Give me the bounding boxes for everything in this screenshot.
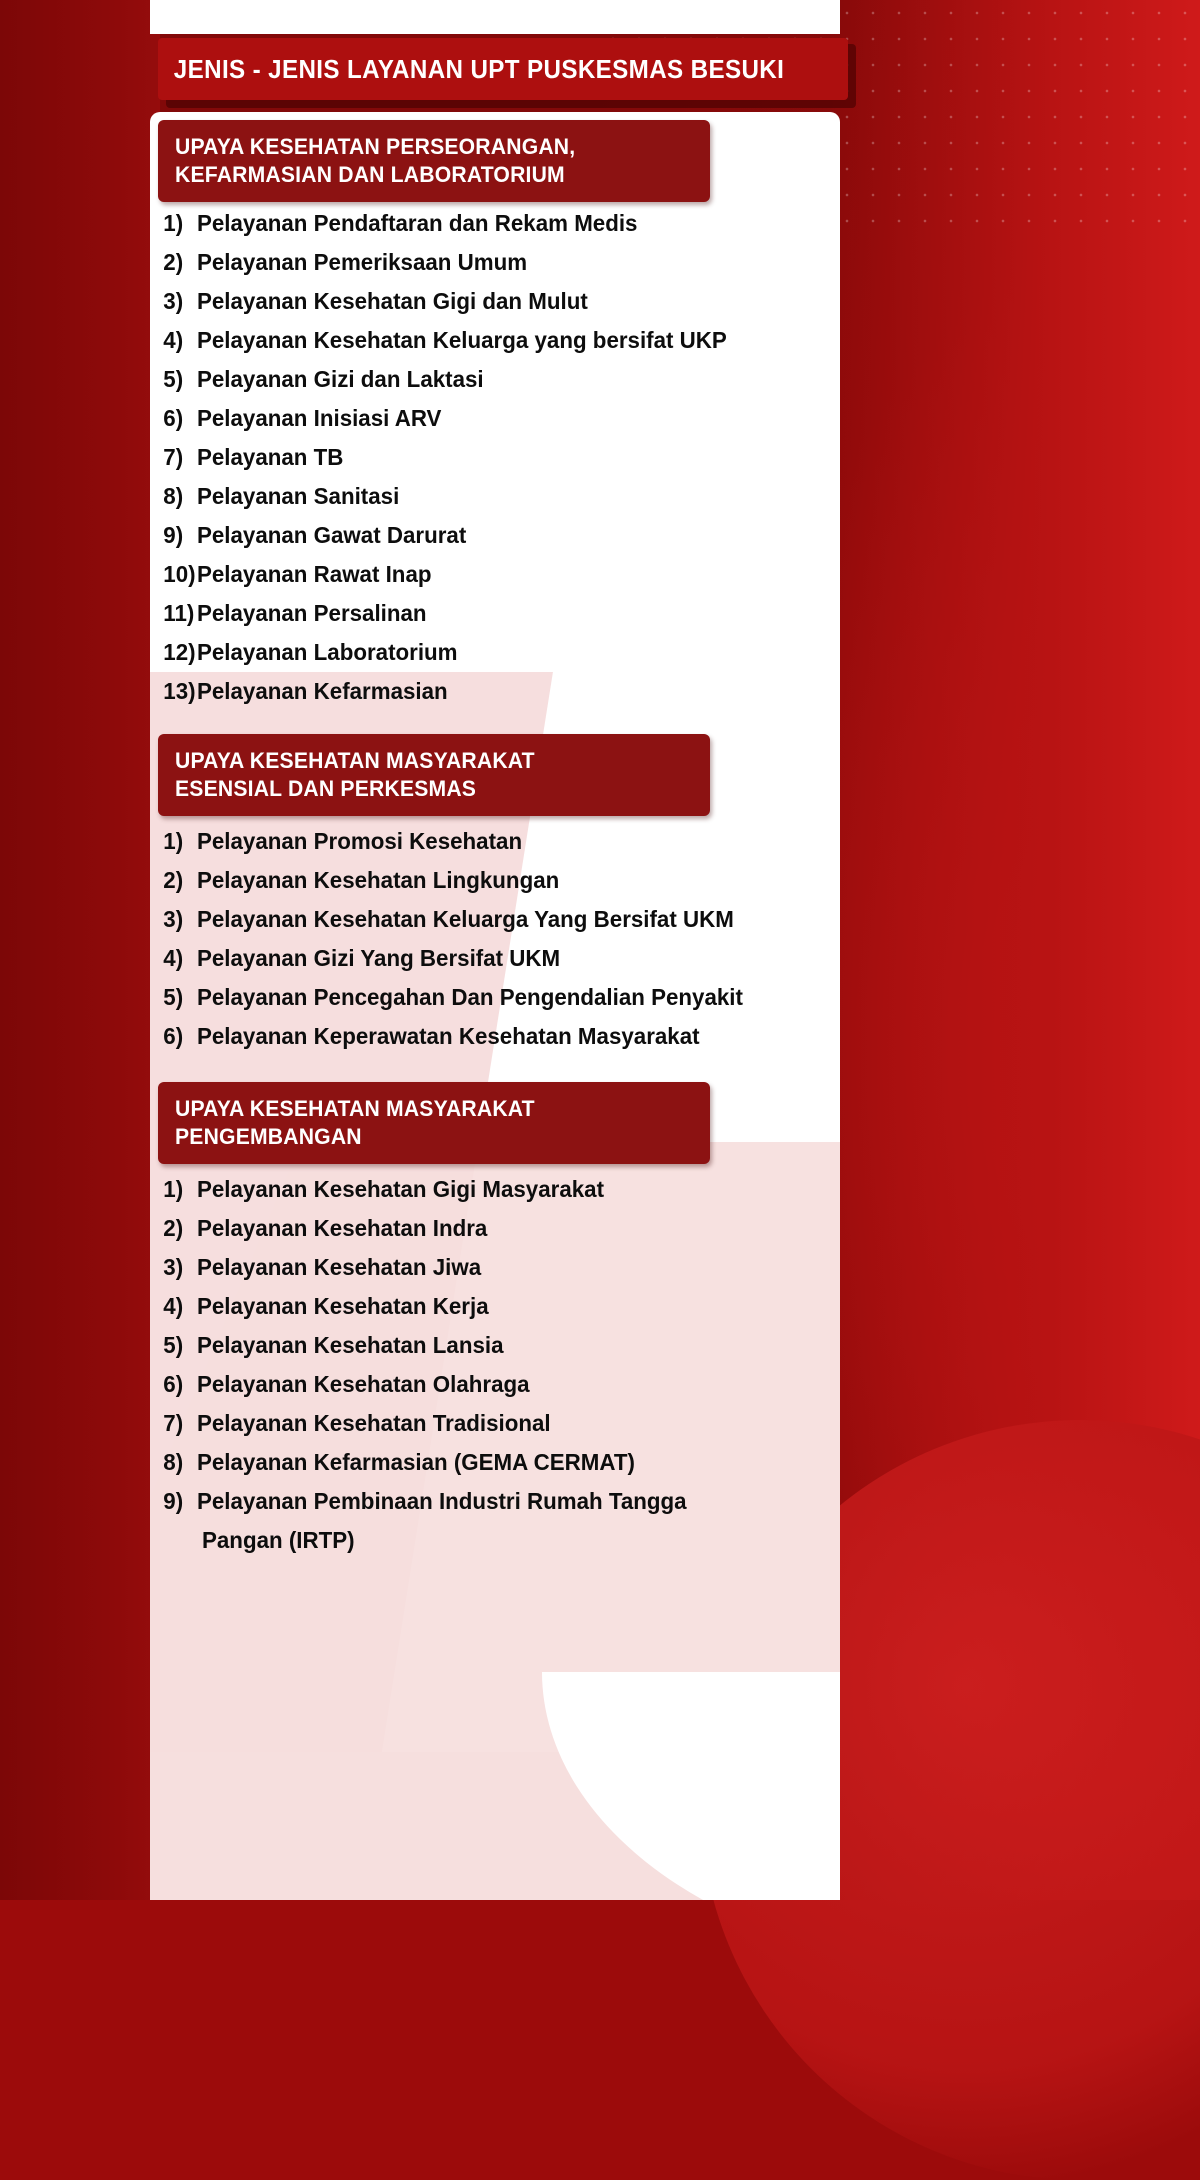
service-item-label: Pelayanan Kesehatan Kerja	[197, 1293, 489, 1319]
service-item-number: 6)	[163, 405, 184, 431]
service-list-item	[150, 861, 840, 900]
service-item-number: 9)	[163, 522, 184, 548]
service-item-label: Pelayanan Kesehatan Keluarga Yang Bersifat UKM	[197, 906, 734, 932]
service-item-number: 4)	[163, 945, 184, 971]
section-header-3	[158, 1082, 710, 1164]
service-list-item	[150, 399, 840, 438]
service-item-number: 10)	[163, 561, 196, 587]
service-item-label: Pelayanan Kesehatan Lansia	[197, 1332, 504, 1358]
service-list-item	[150, 1209, 840, 1248]
service-list-item	[150, 1248, 840, 1287]
service-list-item	[150, 516, 840, 555]
service-item-number: 1)	[163, 210, 184, 236]
service-list-3	[150, 1170, 840, 1560]
section-heading-line-1: UPAYA KESEHATAN PERSEORANGAN,	[175, 134, 576, 159]
service-item-label: Pelayanan Kesehatan Olahraga	[197, 1371, 530, 1397]
service-item-number: 4)	[163, 327, 184, 353]
service-list-item	[150, 477, 840, 516]
service-list-item	[150, 1404, 840, 1443]
service-item-number: 7)	[163, 444, 184, 470]
service-item-number: 1)	[163, 828, 184, 854]
section-header-1	[158, 120, 710, 202]
service-item-label: Pelayanan Rawat Inap	[197, 561, 432, 587]
service-item-number: 7)	[163, 1410, 184, 1436]
service-item-number: 3)	[163, 288, 184, 314]
service-item-number: 11)	[163, 600, 195, 626]
service-item-label: Pelayanan Sanitasi	[197, 483, 400, 509]
service-list-item	[150, 633, 840, 672]
service-list-item	[150, 1170, 840, 1209]
service-item-label: Pelayanan Kesehatan Indra	[197, 1215, 488, 1241]
service-item-label: Pelayanan Kefarmasian	[197, 678, 448, 704]
service-item-number: 5)	[163, 1332, 184, 1358]
section-header-2	[158, 734, 710, 816]
service-item-label-continued	[150, 1521, 840, 1560]
service-item-label: Pelayanan Pencegahan Dan Pengendalian Penyakit	[197, 984, 743, 1010]
service-list-item	[150, 1326, 840, 1365]
service-item-number: 9)	[163, 1488, 184, 1514]
service-list-item	[150, 555, 840, 594]
section-heading-line-2: KEFARMASIAN DAN LABORATORIUM	[175, 162, 565, 187]
section-heading-line-1: UPAYA KESEHATAN MASYARAKAT	[175, 748, 535, 773]
service-item-label: Pelayanan Pendaftaran dan Rekam Medis	[197, 210, 638, 236]
service-list-item	[150, 1482, 840, 1521]
service-list-item	[150, 282, 840, 321]
service-list-item	[150, 204, 840, 243]
service-item-label: Pelayanan Kesehatan Jiwa	[197, 1254, 482, 1280]
service-item-label: Pelayanan Kesehatan Tradisional	[197, 1410, 551, 1436]
service-list-2	[150, 822, 840, 1056]
service-item-label: Pelayanan Kesehatan Keluarga yang bersifat UKP	[197, 327, 727, 353]
service-item-number: 2)	[163, 249, 184, 275]
poster-title-banner	[158, 38, 848, 100]
service-item-label: Pelayanan Gizi dan Laktasi	[197, 366, 484, 392]
service-item-number: 2)	[163, 1215, 184, 1241]
service-item-number: 8)	[163, 483, 184, 509]
service-list-item	[150, 939, 840, 978]
service-item-number: 12)	[163, 639, 196, 665]
page-title: JENIS - JENIS LAYANAN UPT PUSKESMAS BESUKI	[173, 53, 785, 84]
service-item-label: Pelayanan Pembinaan Industri Rumah Tangga	[197, 1488, 687, 1514]
section-heading-line-2: PENGEMBANGAN	[175, 1124, 362, 1149]
service-list-item	[150, 1017, 840, 1056]
service-list-1	[150, 204, 840, 711]
section-heading-line-1: UPAYA KESEHATAN MASYARAKAT	[175, 1096, 535, 1121]
service-list-item	[150, 900, 840, 939]
service-list-item	[150, 321, 840, 360]
service-item-number: 2)	[163, 867, 184, 893]
service-list-item	[150, 672, 840, 711]
service-item-number: 3)	[163, 906, 184, 932]
service-item-label: Pelayanan Kesehatan Gigi dan Mulut	[197, 288, 588, 314]
service-item-label: Pelayanan Gizi Yang Bersifat UKM	[197, 945, 561, 971]
section-heading-line-2: ESENSIAL DAN PERKESMAS	[175, 776, 477, 801]
service-item-number: 3)	[163, 1254, 184, 1280]
service-item-number: 8)	[163, 1449, 184, 1475]
service-list-item	[150, 360, 840, 399]
service-item-label: Pelayanan Gawat Darurat	[197, 522, 467, 548]
service-list-item	[150, 243, 840, 282]
service-list-item	[150, 1287, 840, 1326]
service-item-number: 5)	[163, 984, 184, 1010]
service-item-label: Pelayanan Keperawatan Kesehatan Masyarakat	[197, 1023, 700, 1049]
service-item-label: Pelayanan Inisiasi ARV	[197, 405, 442, 431]
services-card	[150, 112, 840, 1900]
service-item-number: 6)	[163, 1023, 184, 1049]
indent-spacer	[150, 1521, 202, 1560]
service-list-item	[150, 978, 840, 1017]
service-item-label: Pelayanan Laboratorium	[197, 639, 458, 665]
service-list-item	[150, 1443, 840, 1482]
service-list-item	[150, 438, 840, 477]
service-item-number: 5)	[163, 366, 184, 392]
background-left-panel	[0, 0, 160, 1900]
service-item-label: Pelayanan Pemeriksaan Umum	[197, 249, 528, 275]
service-item-number: 4)	[163, 1293, 184, 1319]
service-item-label-line-2: Pangan (IRTP)	[202, 1527, 355, 1553]
service-item-label: Pelayanan Promosi Kesehatan	[197, 828, 523, 854]
service-item-label: Pelayanan Persalinan	[197, 600, 427, 626]
service-item-label: Pelayanan Kesehatan Gigi Masyarakat	[197, 1176, 605, 1202]
service-list-item	[150, 822, 840, 861]
service-list-item	[150, 1365, 840, 1404]
service-item-label: Pelayanan Kesehatan Lingkungan	[197, 867, 560, 893]
services-card-content	[150, 112, 840, 1900]
service-item-number: 13)	[163, 678, 196, 704]
service-item-label: Pelayanan Kefarmasian (GEMA CERMAT)	[197, 1449, 635, 1475]
service-item-label: Pelayanan TB	[197, 444, 344, 470]
service-item-number: 6)	[163, 1371, 184, 1397]
background-top-strip	[150, 0, 840, 34]
service-item-number: 1)	[163, 1176, 184, 1202]
service-list-item	[150, 594, 840, 633]
